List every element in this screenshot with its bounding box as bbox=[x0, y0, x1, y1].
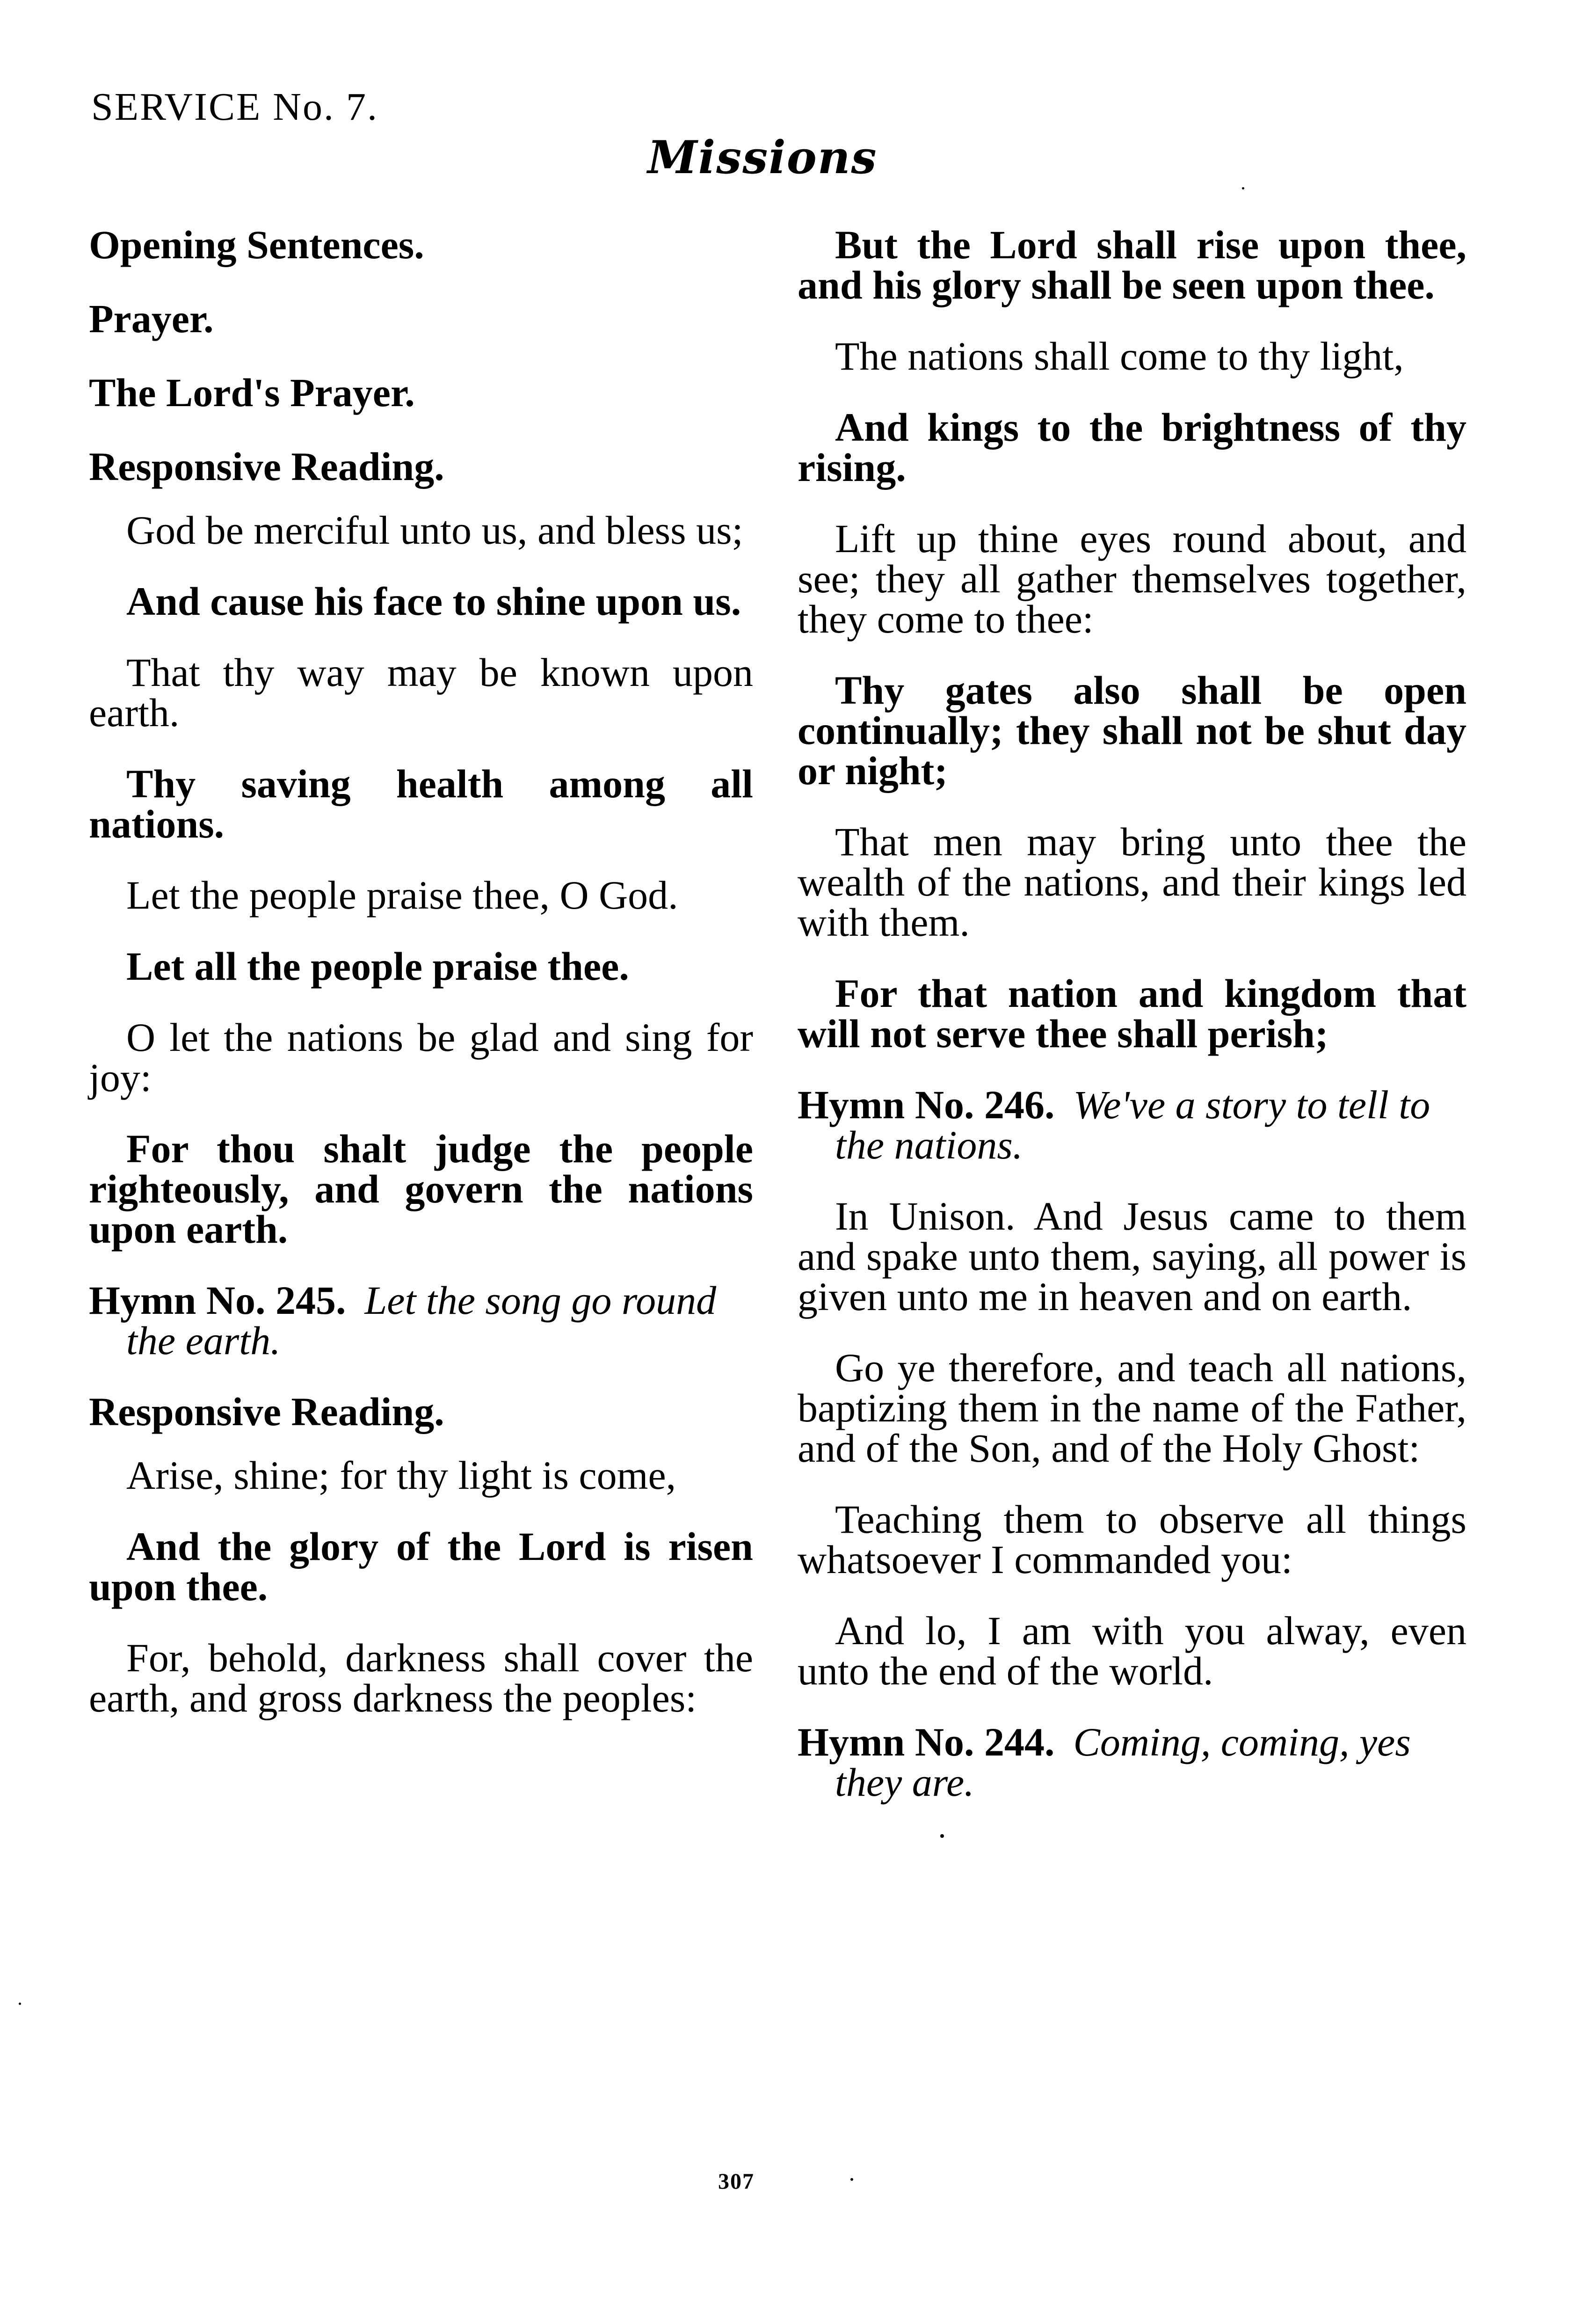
hymn-number: Hymn No. 244. bbox=[798, 1719, 1055, 1764]
heading-opening-sentences: Opening Sentences. bbox=[89, 222, 424, 267]
reading-line: That thy way may be known upon earth. bbox=[89, 650, 753, 735]
unison-reading bbox=[798, 1196, 1466, 1691]
reading-line: In Unison. And Jesus came to them and spake unto them, saying, all power is given unto me in heaven and on earth. bbox=[798, 1194, 1466, 1319]
hymn-number: Hymn No. 245. bbox=[89, 1278, 346, 1323]
responsive-reading-2 bbox=[89, 1455, 753, 1718]
hymn-246 bbox=[798, 1082, 1466, 1167]
reading-line: Lift up thine eyes round about, and see; they all gather themselves together, they come to thee: bbox=[798, 516, 1466, 641]
responsive-reading-1 bbox=[89, 508, 753, 1252]
response-line: And cause his face to shine upon us. bbox=[126, 579, 741, 624]
hymn-title: Let the song go round the earth. bbox=[126, 1278, 717, 1363]
responsive-reading-2-continued bbox=[798, 222, 1466, 1056]
reading-line: Go ye therefore, and teach all nations, baptizing them in the name of the Father, and of the Son, and of the Holy Ghost: bbox=[798, 1345, 1466, 1471]
reading-line: Let the people praise thee, O God. bbox=[126, 873, 678, 918]
response-line: Let all the people praise thee. bbox=[126, 944, 629, 989]
response-line: And kings to the brightness of thy rising. bbox=[798, 405, 1466, 490]
right-column bbox=[798, 222, 1466, 1833]
reading-line: For, behold, darkness shall cover the earth, and gross darkness the peoples: bbox=[89, 1635, 753, 1720]
reading-line: That men may bring unto thee the wealth of the nations, and their kings led with them. bbox=[798, 819, 1466, 945]
response-line: For thou shalt judge the people righteously, and govern the nations upon earth. bbox=[89, 1126, 753, 1252]
page-title: Missions bbox=[647, 131, 878, 184]
response-line: Thy saving health among all nations. bbox=[89, 761, 753, 846]
reading-line: Teaching them to observe all things whatsoever I commanded you: bbox=[798, 1497, 1466, 1582]
print-speck bbox=[19, 2003, 21, 2005]
reading-line: God be merciful unto us, and bless us; bbox=[126, 508, 743, 553]
print-speck bbox=[940, 1834, 944, 1838]
heading-responsive-reading-2: Responsive Reading. bbox=[89, 1389, 444, 1434]
reading-line: Arise, shine; for thy light is come, bbox=[126, 1453, 676, 1498]
reading-line: And lo, I am with you alway, even unto the end of the world. bbox=[798, 1608, 1466, 1693]
print-speck bbox=[1242, 187, 1244, 189]
hymn-number: Hymn No. 246. bbox=[798, 1082, 1055, 1127]
response-line: And the glory of the Lord is risen upon thee. bbox=[89, 1524, 753, 1609]
hymn-245 bbox=[89, 1280, 753, 1361]
heading-prayer: Prayer. bbox=[89, 296, 214, 341]
hymn-title: We've a story to tell to the nations. bbox=[835, 1082, 1430, 1167]
print-speck bbox=[850, 2178, 853, 2181]
reading-line: O let the nations be glad and sing for joy: bbox=[89, 1015, 753, 1100]
response-line: But the Lord shall rise upon thee, and his glory shall be seen upon thee. bbox=[798, 222, 1466, 307]
hymn-title: Coming, coming, yes they are. bbox=[835, 1719, 1411, 1805]
page-number: 307 bbox=[718, 2169, 755, 2194]
hymn-244 bbox=[798, 1719, 1466, 1805]
reading-line: The nations shall come to thy light, bbox=[835, 334, 1404, 379]
heading-lords-prayer: The Lord's Prayer. bbox=[89, 370, 415, 415]
response-line: For that nation and kingdom that will not serve thee shall perish; bbox=[798, 971, 1466, 1056]
left-column bbox=[89, 222, 753, 1749]
heading-responsive-reading: Responsive Reading. bbox=[89, 444, 444, 489]
service-number: SERVICE No. 7. bbox=[91, 85, 378, 129]
response-line: Thy gates also shall be open continually; they shall not be shut day or night; bbox=[798, 668, 1466, 793]
